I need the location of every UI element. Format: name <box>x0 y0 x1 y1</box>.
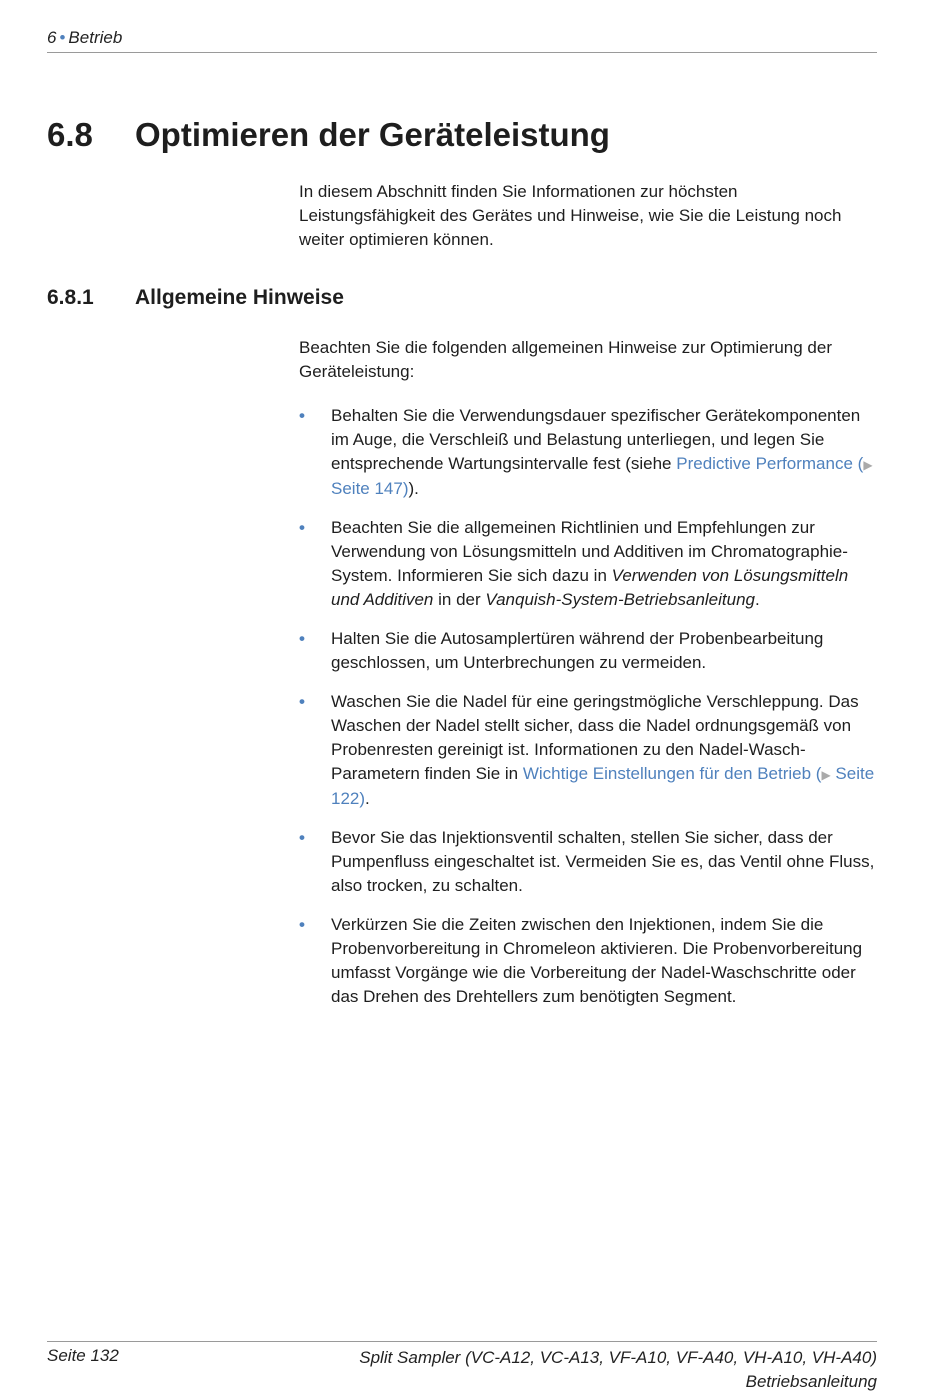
subsection-number: 6.8.1 <box>47 286 94 309</box>
list-item-text: Beachten Sie die allgemeinen Richtlinien und Empfehlungen zur Verwendung von Lösungsmitteln und Additiven im Chromatographie-System. Informieren Sie sich dazu in <box>331 518 848 585</box>
page-reference-triangle-icon: ▶ <box>863 458 873 472</box>
bullet-icon: • <box>299 828 305 847</box>
list-item-text: Bevor Sie das Injektionsventil schalten, stellen Sie sicher, dass der Pumpenfluss eingeschaltet ist. Vermeiden Sie es, das Ventil ohne Fluss, also trocken, zu schalten. <box>331 828 875 895</box>
section-title: Optimieren der Geräteleistung <box>135 116 610 153</box>
list-item <box>299 627 877 675</box>
list-item <box>299 404 877 501</box>
hint-list <box>299 404 877 1024</box>
list-item-text: Verkürzen Sie die Zeiten zwischen den Injektionen, indem Sie die Probenvorbereitung in Chromeleon aktivieren. Die Probenvorbereitung umfasst Vorgänge wie die Vorbereitung der Nadel-Waschschritte oder das Drehen des Drehtellers zum benötigten Segment. <box>331 915 863 1006</box>
section-number: 6.8 <box>47 116 93 153</box>
subsection-title: Allgemeine Hinweise <box>135 286 344 309</box>
list-item-text: Waschen Sie die Nadel für eine geringstmögliche Verschleppung. Das Waschen der Nadel stellt sicher, dass die Nadel ordnungsgemäß von Probenresten gereinigt ist. Informationen zu den Nadel-Wasch-Parametern finden Sie in <box>331 692 859 783</box>
section-intro: In diesem Abschnitt finden Sie Informationen zur höchsten Leistungsfähigkeit des Gerätes und Hinweise, wie Sie die Leistung noch weiter optimieren können. <box>299 182 842 249</box>
footer-page-number: Seite 132 <box>47 1346 119 1365</box>
footer-doc-type: Betriebsanleitung <box>745 1372 877 1391</box>
list-item-end: . <box>365 789 370 808</box>
header-chapter-number: 6 <box>47 28 57 47</box>
page-header <box>47 28 877 53</box>
list-item-text: Halten Sie die Autosamplertüren während der Probenbearbeitung geschlossen, um Unterbrechungen zu vermeiden. <box>331 629 824 672</box>
header-chapter-title: Betrieb <box>68 28 123 47</box>
list-item <box>299 826 877 898</box>
list-item-end: ). <box>408 479 419 498</box>
list-item-text: in der <box>433 590 486 609</box>
list-item <box>299 913 877 1009</box>
list-item-end: . <box>755 590 760 609</box>
link-text: Predictive Performance ( <box>676 454 864 473</box>
page-reference-triangle-icon: ▶ <box>821 768 831 782</box>
link-page: Seite 147) <box>331 479 409 498</box>
footer-divider <box>47 1341 877 1342</box>
reference-title: Verwenden von Lösungsmitteln und Additiven <box>331 566 849 609</box>
bullet-icon: • <box>299 518 305 537</box>
bullet-icon: • <box>299 692 305 711</box>
list-item <box>299 690 877 811</box>
footer-product: Split Sampler (VC-A12, VC-A13, VF-A10, VF-A40, VH-A10, VH-A40) <box>359 1348 877 1367</box>
link-page: Seite 122) <box>331 764 875 808</box>
bullet-icon: • <box>299 915 305 934</box>
footer-document-info <box>359 1346 877 1394</box>
link-text: Wichtige Einstellungen für den Betrieb ( <box>522 764 822 783</box>
bullet-icon: • <box>299 406 305 425</box>
subsection-intro: Beachten Sie die folgenden allgemeinen Hinweise zur Optimierung der Geräteleistung: <box>299 338 832 381</box>
reference-document: Vanquish-System-Betriebsanleitung <box>485 590 756 609</box>
list-item <box>299 516 877 612</box>
bullet-icon: • <box>299 629 305 648</box>
header-dot-icon: • <box>59 28 66 47</box>
list-item-text: Behalten Sie die Verwendungsdauer spezifischer Gerätekomponenten im Auge, die Verschleiß und Belastung unterliegen, und legen Sie entsprechende Wartungsintervalle fest (siehe <box>331 406 861 473</box>
